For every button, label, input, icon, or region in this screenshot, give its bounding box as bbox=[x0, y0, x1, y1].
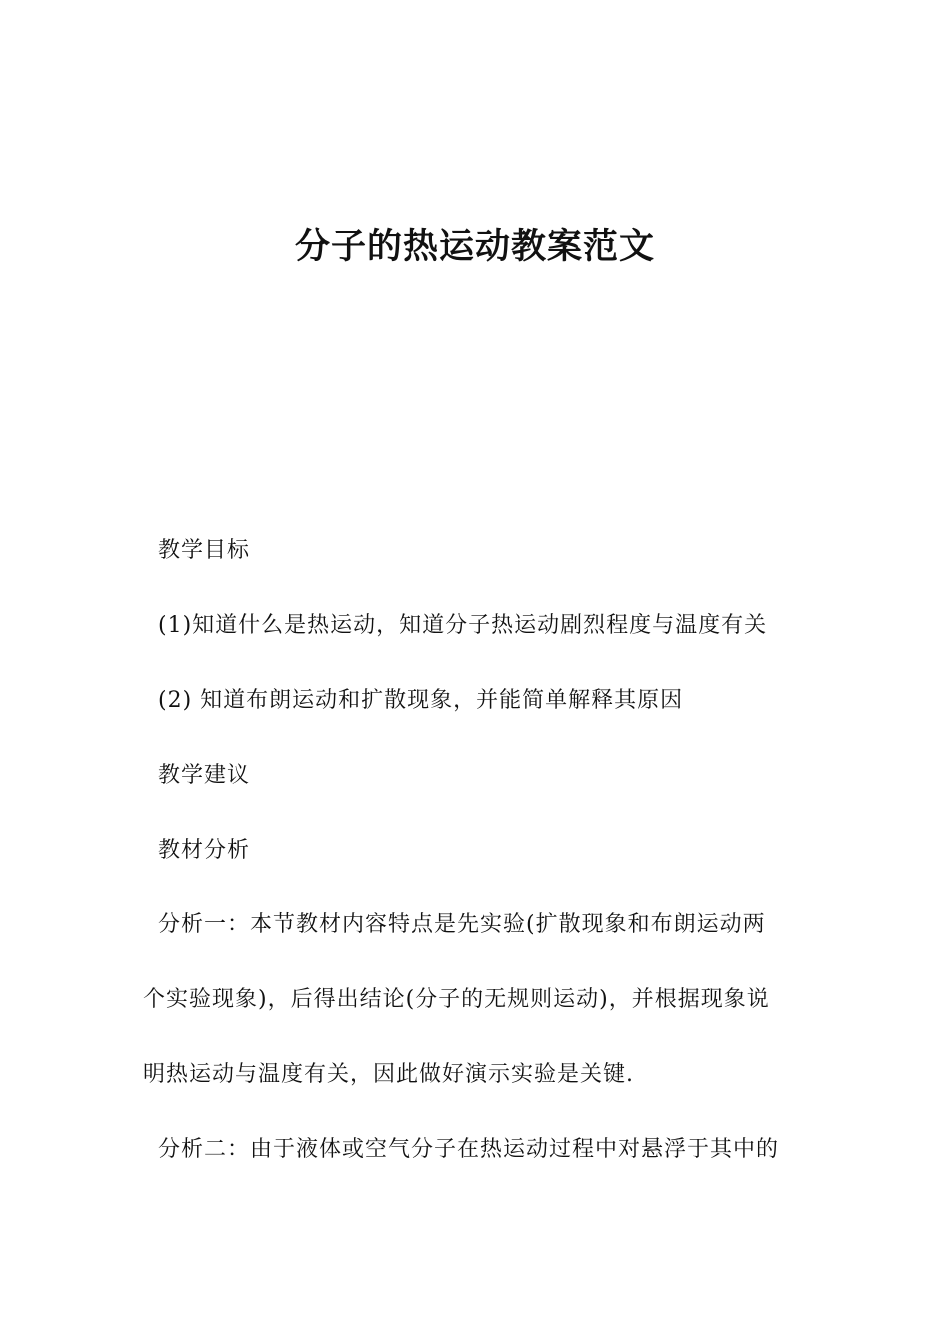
goal-item-2: (2) 知道布朗运动和扩散现象，并能简单解释其原因 bbox=[158, 688, 684, 713]
analysis-one-line-3: 明热运动与温度有关，因此做好演示实验是关键. bbox=[143, 1062, 634, 1087]
analysis-one-line-2: 个实验现象)，后得出结论(分子的无规则运动)，并根据现象说 bbox=[143, 987, 770, 1012]
goal-item-1: (1)知道什么是热运动，知道分子热运动剧烈程度与温度有关 bbox=[158, 613, 768, 638]
analysis-one-line-1: 分析一：本节教材内容特点是先实验(扩散现象和布朗运动两 bbox=[158, 912, 766, 937]
document-title: 分子的热运动教案范文 bbox=[294, 227, 655, 267]
heading-textbook-analysis: 教材分析 bbox=[158, 838, 251, 863]
heading-teaching-goals: 教学目标 bbox=[158, 538, 251, 563]
analysis-two-line-1: 分析二：由于液体或空气分子在热运动过程中对悬浮于其中的 bbox=[158, 1137, 780, 1162]
heading-teaching-suggestions: 教学建议 bbox=[158, 763, 251, 788]
